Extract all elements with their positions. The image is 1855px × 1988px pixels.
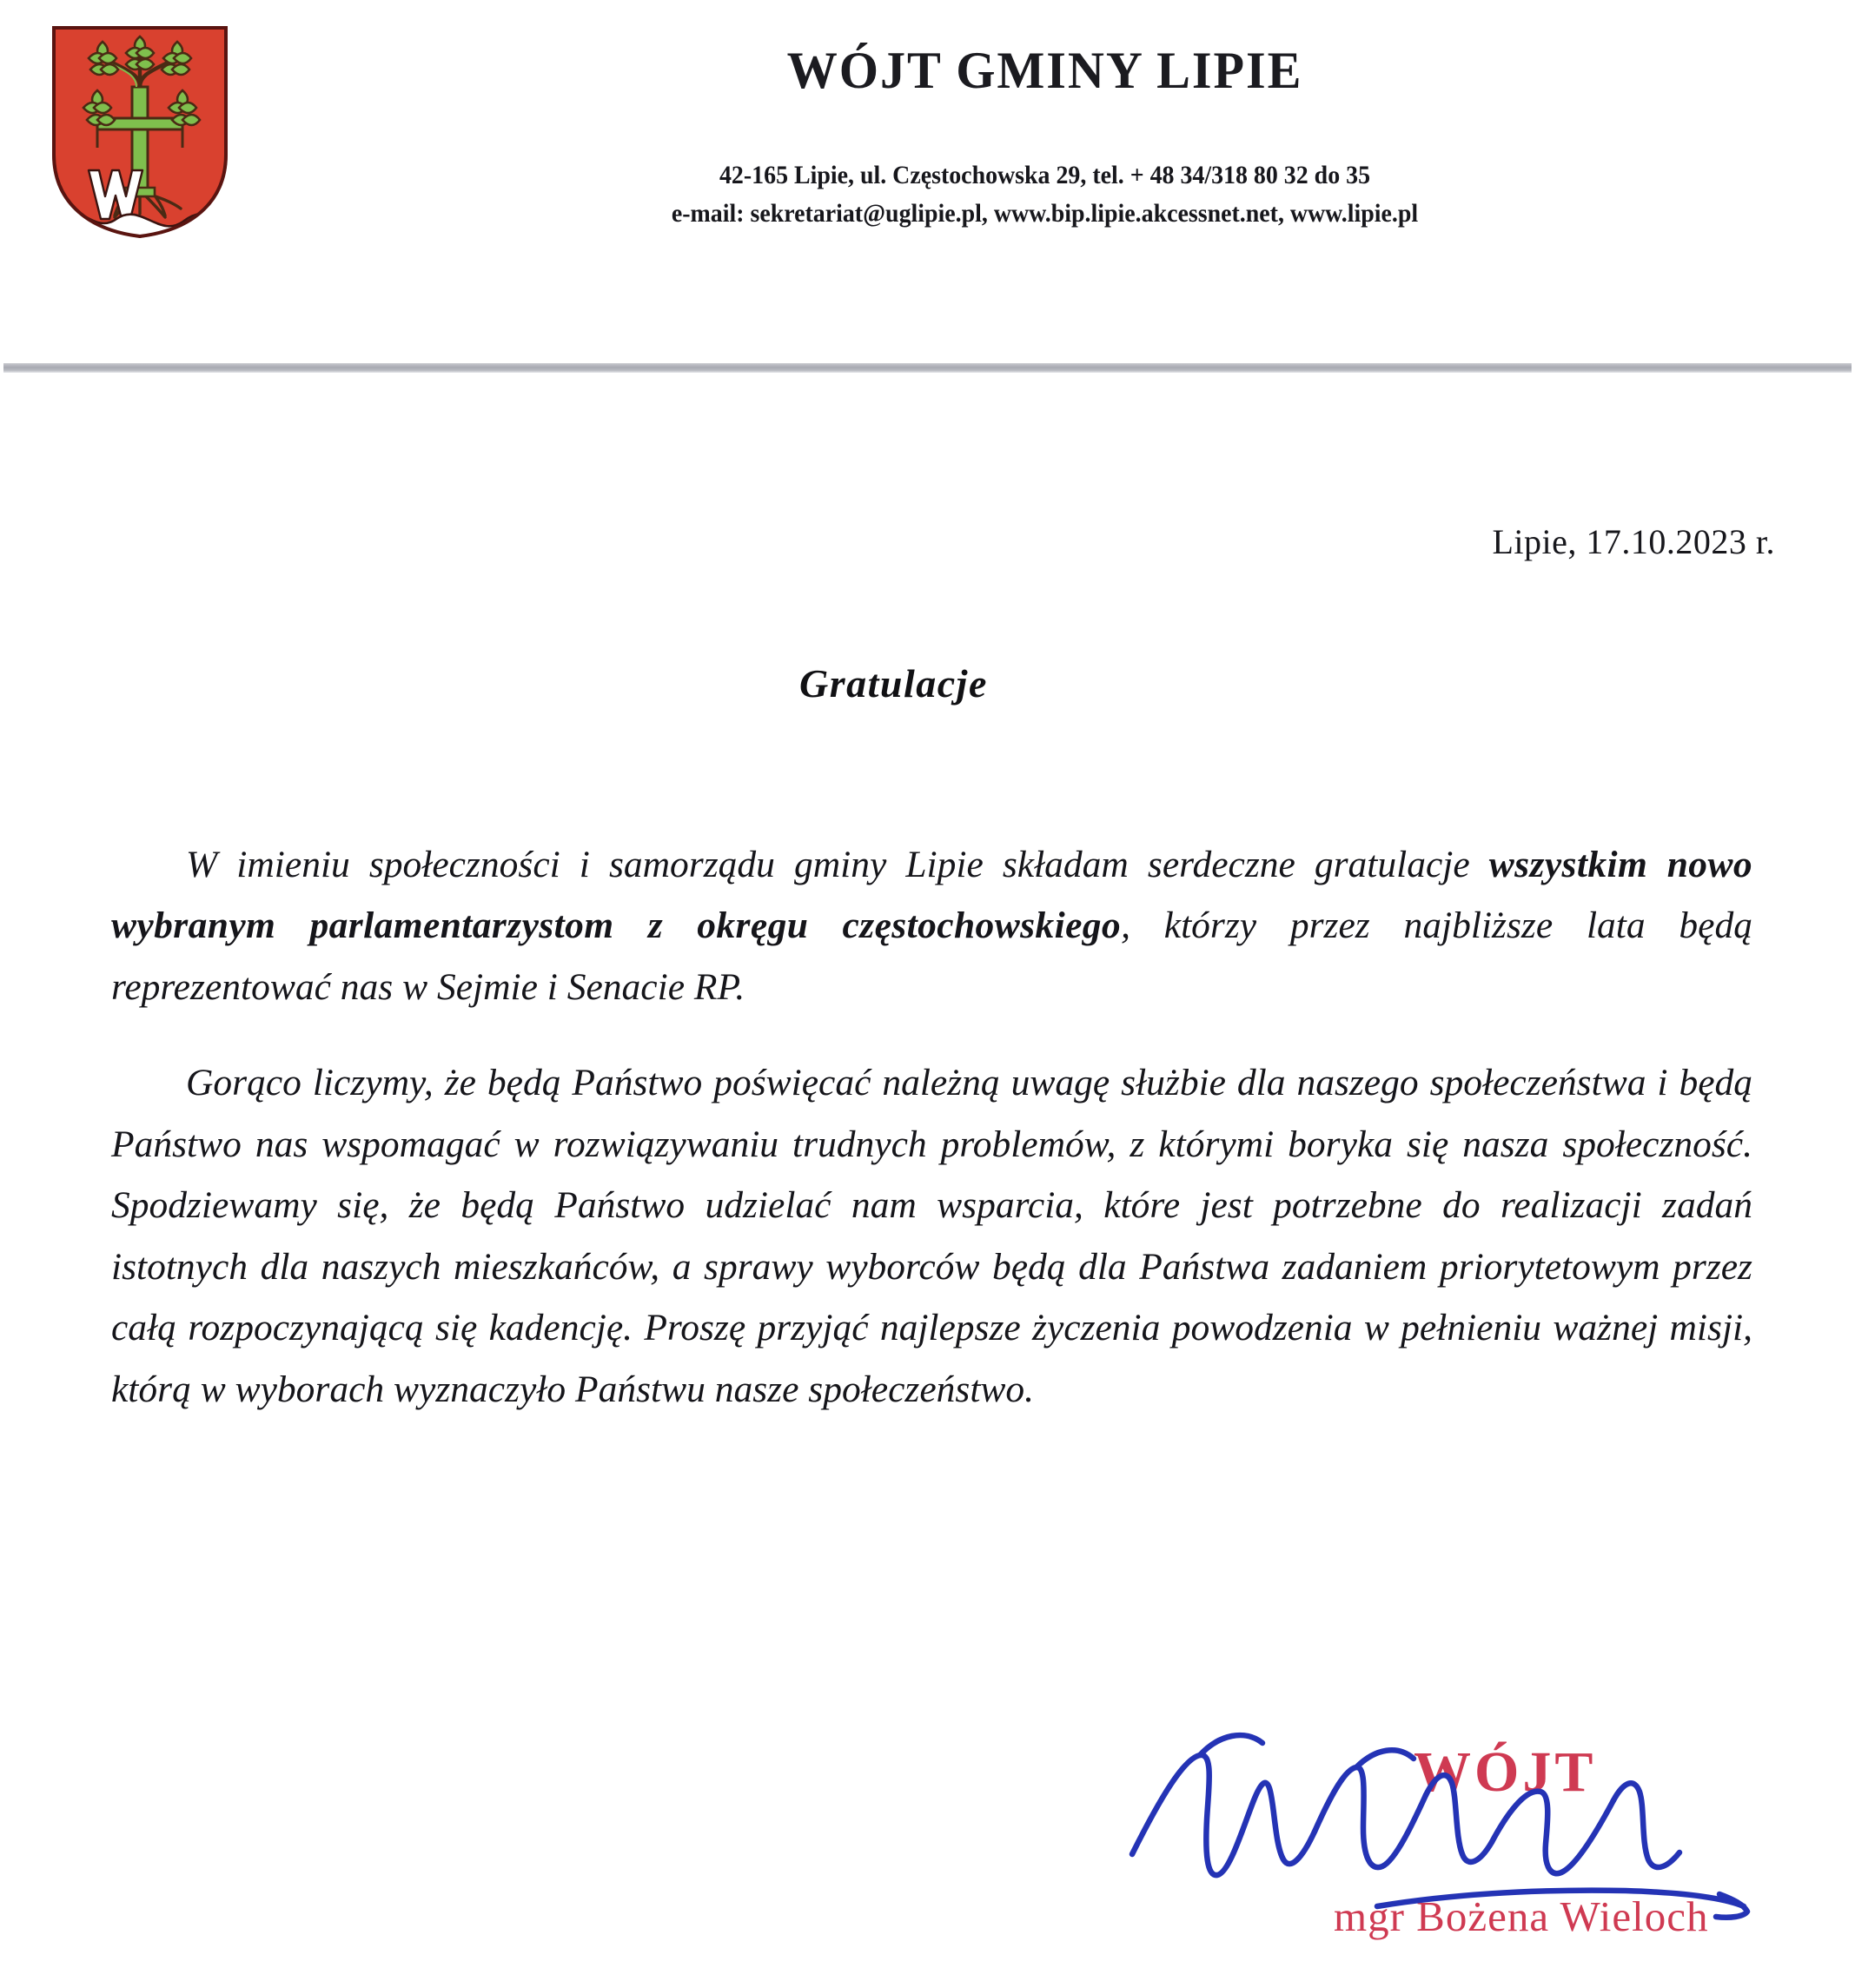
stamp-title: WÓJT (1414, 1740, 1597, 1804)
letterhead (0, 0, 1855, 339)
stamp-signer-name: mgr Bożena Wieloch (1334, 1892, 1709, 1940)
coat-of-arms-icon (49, 24, 231, 240)
letter-body (111, 834, 1752, 1455)
paragraph-1 (111, 834, 1752, 1017)
official-stamp (1116, 1705, 1759, 1965)
letter-heading: Gratulacje (799, 661, 988, 706)
address-line: 42-165 Lipie, ul. Częstochowska 29, tel. + 48 34/318 80 32 do 35 (719, 161, 1371, 189)
paragraph-2: Gorąco liczymy, że będą Państwo poświęcać należną uwagę służbie dla naszego społeczeństwa i będą Państwo nas wspomagać w rozwiązywaniu trudnych problemów, z którymi boryka się nasza społeczność. Spodziewamy się, że będą Państwo udzielać nam wsparcia, które jest potrzebne do realizacji zadań istotnych dla naszych mieszkańców, a sprawy wyborców będą dla Państwa zadaniem priorytetowym przez całą rozpoczynającą się kadencję. Proszę przyjąć najlepsze życzenia powodzenia w pełnieniu ważnej misji, którą w wyborach wyznaczyło Państwu nasze społeczeństwo. (111, 1062, 1752, 1410)
signature-block (1116, 1705, 1759, 1965)
paragraph-1-emphasis: wszystkim nowo wybranym parlamentarzystom z okręgu częstochowskiego (111, 844, 1753, 947)
paragraph-1-part-1: W imieniu społeczności i samorządu gminy Lipie składam serdeczne gratulacje (186, 844, 1489, 885)
date-line: Lipie, 17.10.2023 r. (1492, 522, 1775, 561)
header-divider (3, 363, 1852, 373)
paragraph-1-part-2: , którzy przez najbliższe lata będą reprezentować nas w Sejmie i Senacie RP. (111, 905, 1752, 1008)
contact-line: e-mail: sekretariat@uglipie.pl, www.bip.lipie.akcessnet.net, www.lipie.pl (671, 198, 1419, 228)
letterhead-text (287, 42, 1803, 232)
organization-title: WÓJT GMINY LIPIE (786, 42, 1303, 99)
